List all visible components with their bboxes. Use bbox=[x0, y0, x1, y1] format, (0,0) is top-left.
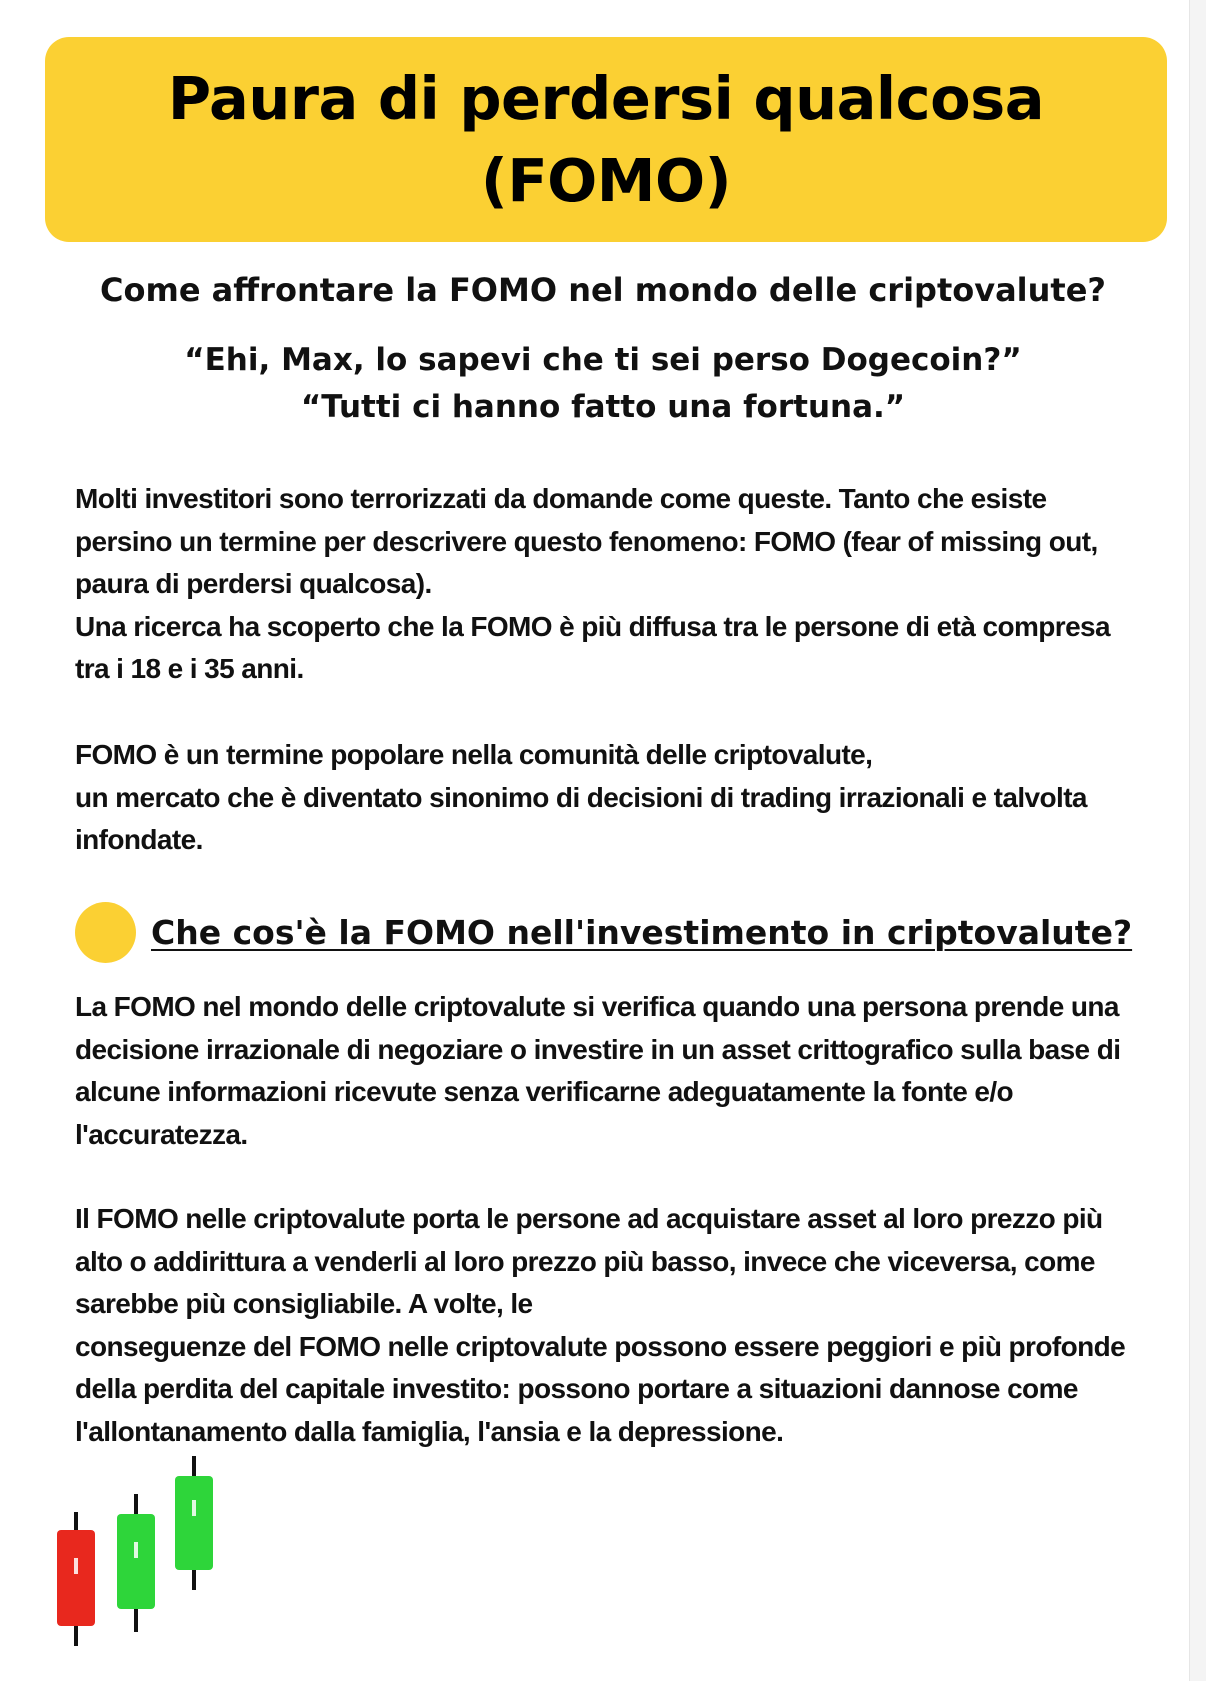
subtitle: Come affrontare la FOMO nel mondo delle criptovalute? bbox=[100, 271, 1106, 309]
intro-paragraph-2: Una ricerca ha scoperto che la FOMO è più diffusa tra le persone di età compresa tra i 18 e i 35 anni. bbox=[75, 610, 1111, 684]
page-title bbox=[168, 58, 1044, 222]
fomo-popular-line-1: FOMO è un termine popolare nella comunità delle criptovalute, bbox=[75, 739, 873, 770]
tall-green-candle-icon bbox=[175, 1456, 213, 1590]
section-heading bbox=[75, 902, 1132, 963]
section-title: Che cos'è la FOMO nell'investimento in criptovalute? bbox=[151, 912, 1133, 952]
quote-line-2: “Tutti ci hanno fatto una fortuna.” bbox=[300, 389, 906, 425]
quote-block bbox=[0, 337, 1206, 431]
page-edge-divider bbox=[1189, 0, 1206, 1681]
consequences-paragraph-1: Il FOMO nelle criptovalute porta le persone ad acquistare asset al loro prezzo più alto o addirittura a venderli al loro prezzo più basso, invece che viceversa, come sarebbe più consigliabile. A volte, le bbox=[75, 1203, 1103, 1319]
fomo-popular-paragraph bbox=[75, 734, 1135, 862]
title-line-1: Paura di perdersi qualcosa bbox=[167, 63, 1045, 133]
candlestick-chart-icon bbox=[48, 1450, 228, 1650]
red-candle-icon bbox=[57, 1512, 95, 1646]
title-banner bbox=[45, 37, 1167, 242]
quote-line-1: “Ehi, Max, lo sapevi che ti sei perso Dogecoin?” bbox=[184, 342, 1022, 378]
intro-paragraph-1: Molti investitori sono terrorizzati da domande come queste. Tanto che esiste persino un termine per descrivere questo fenomeno: FOMO (fear of missing out, paura di perdersi qualcosa). bbox=[75, 483, 1098, 599]
intro-paragraphs bbox=[75, 478, 1135, 691]
yellow-circle-bullet-icon bbox=[75, 902, 136, 963]
title-line-2: (FOMO) bbox=[480, 145, 732, 215]
definition-text: La FOMO nel mondo delle criptovalute si verifica quando una persona prende una decisione irrazionale di negoziare o investire in un asset crittografico sulla base di alcune informazioni ricevute senza verificarne adeguatamente la fonte e/o l'accuratezza. bbox=[75, 991, 1121, 1150]
definition-paragraph bbox=[75, 986, 1135, 1156]
consequences-paragraphs bbox=[75, 1198, 1135, 1453]
consequences-paragraph-2: conseguenze del FOMO nelle criptovalute possono essere peggiori e più profonde della perdita del capitale investito: possono portare a situazioni dannose come l'allontanamento dalla famiglia, l'ansia e la depressione. bbox=[75, 1330, 1126, 1447]
green-candle-icon bbox=[117, 1494, 155, 1632]
fomo-popular-line-2: un mercato che è diventato sinonimo di decisioni di trading irrazionali e talvolta infondate. bbox=[75, 781, 1087, 855]
